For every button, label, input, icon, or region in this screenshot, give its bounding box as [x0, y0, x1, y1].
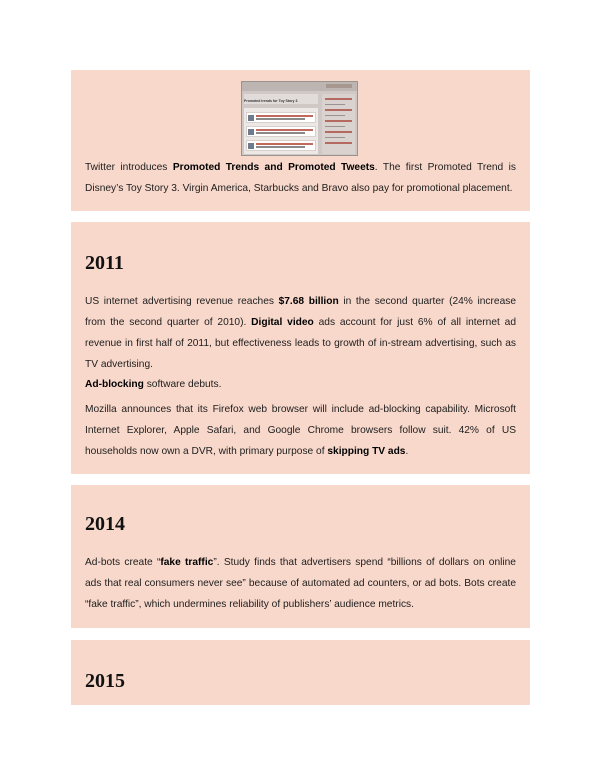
text-segment: . The first Promoted Trend is Disney’s Toy Story 3. Virgin America, Starbucks and Bravo also pay for promotional placement. [85, 162, 516, 194]
year-heading-2011: 2011 [85, 252, 124, 274]
timeline-card-promoted-trends [71, 70, 530, 211]
bold-phrase: fake traffic [160, 557, 214, 568]
ad-revenue-paragraph [85, 291, 516, 375]
bold-phrase: Digital video [251, 317, 314, 328]
text-segment: . [405, 446, 409, 457]
twitter-logo-icon [326, 84, 352, 88]
bold-phrase: Promoted Trends and Promoted Tweets [172, 162, 375, 173]
promoted-trends-paragraph [85, 157, 516, 199]
text-segment: in the second quarter (24% increase from the second quarter of 2010). [85, 296, 516, 328]
screenshot-heading: Promoted trends for Toy Story 3 [244, 99, 298, 103]
text-segment: Twitter introduces [85, 162, 173, 173]
year-heading-2015: 2015 [85, 670, 125, 692]
timeline-card-2011 [71, 222, 530, 474]
bold-phrase: skipping TV ads [327, 446, 406, 457]
text-segment: US internet advertising revenue reaches [85, 296, 279, 307]
timeline-card-2014 [71, 485, 530, 628]
bold-phrase: Ad-blocking [85, 379, 144, 390]
text-segment: ”. Study finds that advertisers spend “billions of dollars on online ads that real consumers never see” because of automated ad counters, or ad bots. Bots create “fake traffic”, which undermines reliability of publishers’ audience metrics. [85, 557, 516, 610]
text-segment: Mozilla announces that its Firefox web browser will include ad-blocking capability. Microsoft Internet Explorer, Apple Safari, and Google Chrome browsers follow suit. 42% of US households now own a DVR, with primary purpose of [85, 404, 516, 457]
text-segment: software debuts. [143, 379, 222, 390]
firefox-adblock-paragraph [85, 399, 516, 462]
year-heading-2014: 2014 [85, 513, 125, 535]
text-segment: Ad-bots create “ [85, 557, 161, 568]
text-segment: ads account for just 6% of all internet ad revenue in first half of 2011, but effectiveness leads to growth of in-stream advertising, such as TV advertising. [85, 317, 517, 370]
twitter-screenshot-image [241, 81, 358, 156]
timeline-card-2015 [71, 640, 530, 705]
fake-traffic-paragraph [85, 552, 516, 615]
ad-blocking-paragraph [85, 374, 516, 395]
bold-phrase: $7.68 billion [278, 296, 339, 307]
